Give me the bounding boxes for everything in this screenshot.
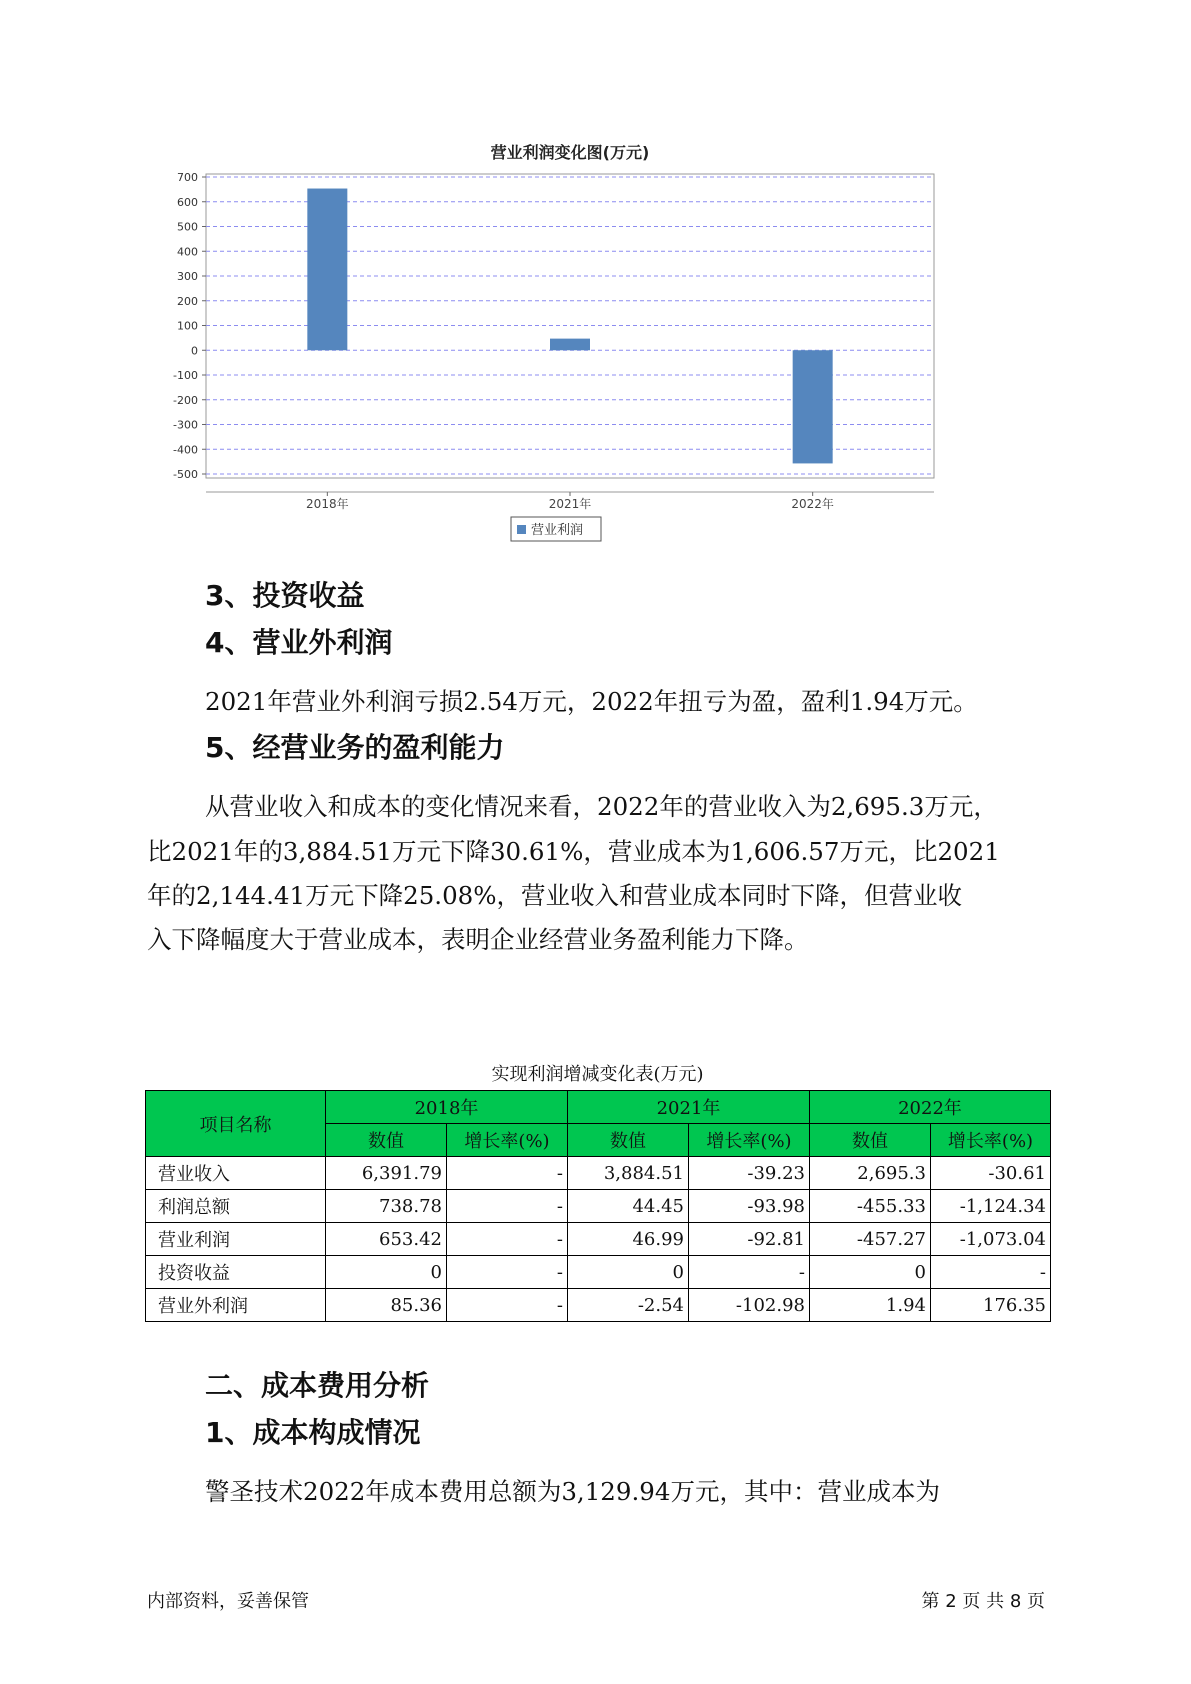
cell: -455.33 bbox=[810, 1190, 931, 1223]
x-tick-label: 2018年 bbox=[306, 497, 349, 511]
y-tick-label: 100 bbox=[177, 319, 198, 333]
y-tick-label: 200 bbox=[177, 294, 198, 308]
legend-label: 营业利润 bbox=[531, 523, 584, 538]
table-row bbox=[146, 1223, 1051, 1256]
legend-swatch bbox=[517, 525, 526, 534]
bar bbox=[793, 350, 833, 463]
header-year-2018: 2018年 bbox=[326, 1091, 568, 1124]
cell: -457.27 bbox=[810, 1223, 931, 1256]
cell: -1,124.34 bbox=[931, 1190, 1051, 1223]
header-value: 数值 bbox=[810, 1124, 931, 1157]
bar bbox=[550, 339, 590, 351]
paragraph-non-operating-profit: 2021年营业外利润亏损2.54万元，2022年扭亏为盈，盈利1.94万元。 bbox=[205, 687, 978, 716]
header-value: 数值 bbox=[326, 1124, 447, 1157]
heading-cost-structure: 1、成本构成情况 bbox=[205, 1416, 421, 1449]
y-tick-label: -500 bbox=[173, 468, 198, 481]
header-item-name: 项目名称 bbox=[146, 1091, 326, 1157]
chart-svg bbox=[150, 140, 1030, 600]
paragraph-cost: 警圣技术2022年成本费用总额为3,129.94万元，其中：营业成本为 bbox=[205, 1477, 940, 1506]
cell: 46.99 bbox=[568, 1223, 689, 1256]
bar bbox=[307, 189, 347, 351]
operating-profit-chart bbox=[150, 140, 1030, 600]
paragraph-line: 年的2,144.41万元下降25.08%，营业收入和营业成本同时下降，但营业收 bbox=[147, 881, 963, 910]
paragraph-line: 比2021年的3,884.51万元下降30.61%，营业成本为1,606.57万元，比2021 bbox=[147, 837, 1000, 866]
y-tick-label: 400 bbox=[177, 245, 198, 259]
cell: - bbox=[447, 1223, 568, 1256]
header-growth-rate: 增长率(%) bbox=[447, 1124, 568, 1157]
cell: 0 bbox=[326, 1256, 447, 1289]
cell: -92.81 bbox=[689, 1223, 810, 1256]
y-tick-label: -200 bbox=[173, 393, 198, 407]
cell: 0 bbox=[810, 1256, 931, 1289]
header-value: 数值 bbox=[568, 1124, 689, 1157]
cell: -39.23 bbox=[689, 1157, 810, 1190]
cell: 6,391.79 bbox=[326, 1157, 447, 1190]
table-row bbox=[146, 1157, 1051, 1190]
chart-title: 营业利润变化图(万元) bbox=[490, 143, 650, 162]
y-tick-label: -100 bbox=[173, 369, 198, 382]
cell: 0 bbox=[568, 1256, 689, 1289]
footer-confidential: 内部资料，妥善保管 bbox=[147, 1591, 309, 1612]
y-tick-label: 500 bbox=[177, 220, 198, 234]
row-name: 营业收入 bbox=[146, 1157, 326, 1190]
y-tick-label: 300 bbox=[177, 270, 198, 283]
header-growth-rate: 增长率(%) bbox=[931, 1124, 1051, 1157]
row-name: 营业利润 bbox=[146, 1223, 326, 1256]
cell: - bbox=[689, 1256, 810, 1289]
cell: 85.36 bbox=[326, 1289, 447, 1322]
row-name: 投资收益 bbox=[146, 1256, 326, 1289]
table-row bbox=[146, 1256, 1051, 1289]
y-tick-label: 700 bbox=[177, 171, 198, 184]
cell: 1.94 bbox=[810, 1289, 931, 1322]
cell: -1,073.04 bbox=[931, 1223, 1051, 1256]
cell: -102.98 bbox=[689, 1289, 810, 1322]
heading-profitability: 5、经营业务的盈利能力 bbox=[205, 731, 505, 764]
cell: -30.61 bbox=[931, 1157, 1051, 1190]
heading-cost-analysis: 二、成本费用分析 bbox=[205, 1369, 430, 1402]
cell: -93.98 bbox=[689, 1190, 810, 1223]
profit-change-table bbox=[145, 1090, 1051, 1322]
y-tick-label: -400 bbox=[173, 443, 198, 457]
y-tick-label: 0 bbox=[191, 344, 198, 358]
cell: 653.42 bbox=[326, 1223, 447, 1256]
table-row bbox=[146, 1289, 1051, 1322]
cell: - bbox=[447, 1256, 568, 1289]
cell: 44.45 bbox=[568, 1190, 689, 1223]
header-year-2021: 2021年 bbox=[568, 1091, 810, 1124]
cell: - bbox=[447, 1157, 568, 1190]
cell: - bbox=[931, 1256, 1051, 1289]
row-name: 营业外利润 bbox=[146, 1289, 326, 1322]
table-title: 实现利润增减变化表(万元) bbox=[491, 1064, 704, 1085]
y-tick-label: -300 bbox=[173, 418, 198, 432]
table-row bbox=[146, 1190, 1051, 1223]
cell: -2.54 bbox=[568, 1289, 689, 1322]
cell: 176.35 bbox=[931, 1289, 1051, 1322]
cell: 3,884.51 bbox=[568, 1157, 689, 1190]
y-tick-label: 600 bbox=[177, 195, 198, 209]
paragraph-line: 从营业收入和成本的变化情况来看，2022年的营业收入为2,695.3万元， bbox=[205, 792, 998, 821]
x-tick-label: 2022年 bbox=[791, 497, 834, 511]
heading-non-operating-profit: 4、营业外利润 bbox=[205, 626, 393, 659]
paragraph-line: 入下降幅度大于营业成本，表明企业经营业务盈利能力下降。 bbox=[147, 925, 809, 954]
cell: 2,695.3 bbox=[810, 1157, 931, 1190]
header-growth-rate: 增长率(%) bbox=[689, 1124, 810, 1157]
header-year-2022: 2022年 bbox=[810, 1091, 1051, 1124]
cell: 738.78 bbox=[326, 1190, 447, 1223]
row-name: 利润总额 bbox=[146, 1190, 326, 1223]
heading-investment-income: 3、投资收益 bbox=[205, 579, 365, 612]
x-tick-label: 2021年 bbox=[548, 497, 592, 511]
cell: - bbox=[447, 1289, 568, 1322]
cell: - bbox=[447, 1190, 568, 1223]
footer-page-number: 第 2 页 共 8 页 bbox=[921, 1591, 1045, 1612]
